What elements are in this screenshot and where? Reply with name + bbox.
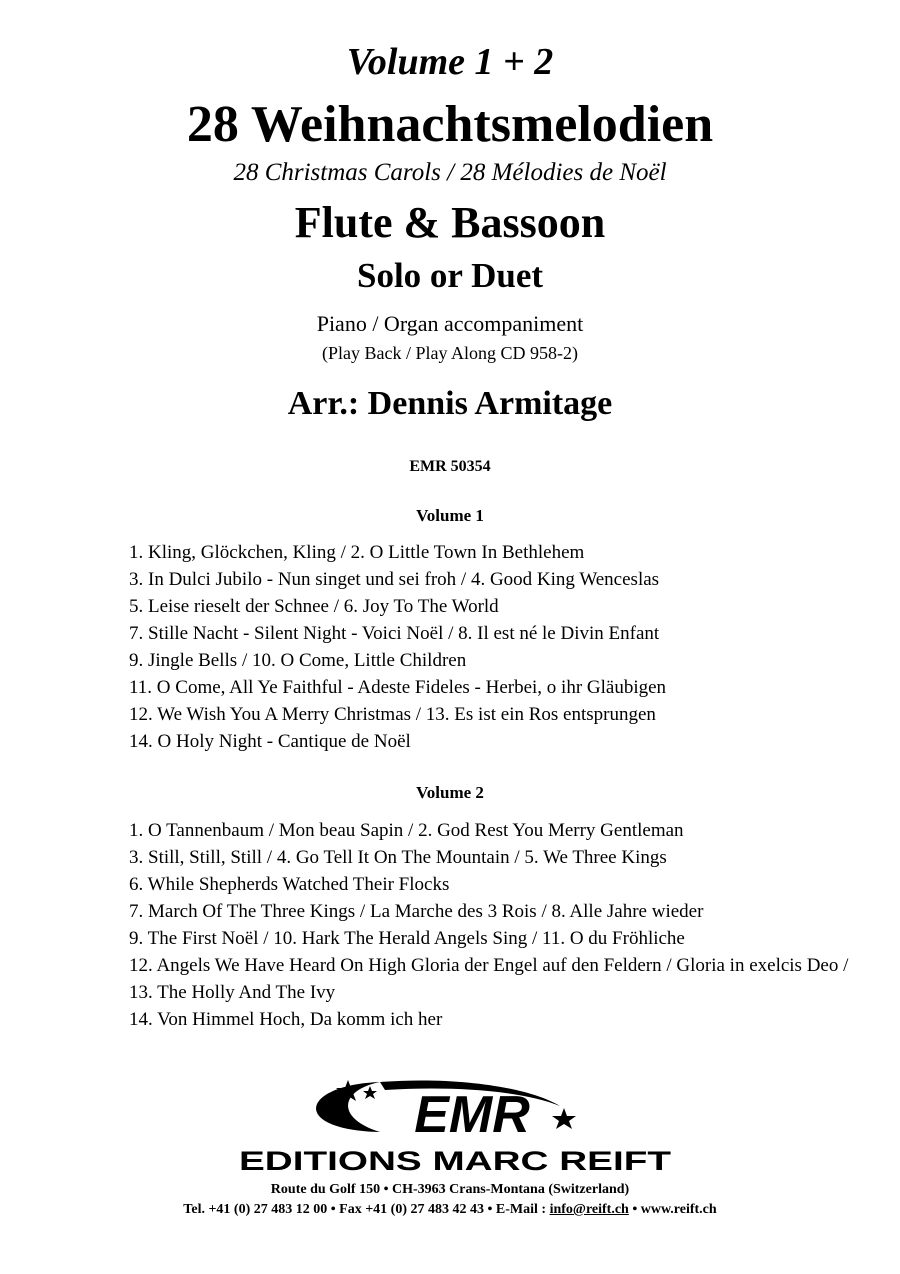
list-item: 1. O Tannenbaum / Mon beau Sapin / 2. God Rest You Merry Gentleman	[129, 820, 684, 841]
volume-2-track-list	[129, 817, 869, 1033]
subtitle: 28 Christmas Carols / 28 Mélodies de Noël	[233, 159, 667, 186]
star-icon	[552, 1108, 576, 1129]
star-icon	[363, 1086, 377, 1099]
arranger: Arr.: Dennis Armitage	[287, 385, 613, 422]
list-item: 9. The First Noël / 10. Hark The Herald Angels Sing / 11. O du Fröhliche	[129, 928, 685, 949]
list-item: 1. Kling, Glöckchen, Kling / 2. O Little Town In Bethlehem	[129, 542, 585, 563]
list-item: 5. Leise rieselt der Schnee / 6. Joy To The World	[129, 596, 499, 617]
contact-website: • www.reift.ch	[628, 1202, 717, 1217]
email-link[interactable]: info@reift.ch	[549, 1202, 629, 1217]
list-item: 9. Jingle Bells / 10. O Come, Little Children	[129, 650, 467, 671]
instrumentation: Flute & Bassoon	[294, 198, 606, 247]
contact-phone-fax: Tel. +41 (0) 27 483 12 00 • Fax +41 (0) 27 483 42 43 • E-Mail :	[183, 1202, 550, 1217]
list-item: 12. Angels We Have Heard On High Gloria der Engel auf den Feldern / Gloria in exelcis Deo / 13. The Holly And The Ivy	[129, 955, 849, 1003]
publisher-logo	[230, 1070, 680, 1178]
volume-1-heading: Volume 1	[416, 506, 484, 525]
cd-note: (Play Back / Play Along CD 958-2)	[322, 343, 578, 363]
accompaniment-note: Piano / Organ accompaniment	[316, 311, 584, 336]
publisher-address: Route du Golf 150 • CH-3963 Crans-Montana (Switzerland)	[270, 1182, 630, 1197]
logo-emr-text: EMR	[414, 1086, 530, 1144]
volume-1-track-list	[129, 539, 869, 755]
publisher-name: EDITIONS MARC REIFT	[239, 1146, 672, 1176]
list-item: 14. Von Himmel Hoch, Da komm ich her	[129, 1009, 443, 1030]
list-item: 7. Stille Nacht - Silent Night - Voici Noël / 8. Il est né le Divin Enfant	[129, 623, 660, 644]
ensemble-mode: Solo or Duet	[356, 256, 544, 295]
list-item: 6. While Shepherds Watched Their Flocks	[129, 874, 450, 895]
catalog-number: EMR 50354	[409, 458, 491, 475]
list-item: 11. O Come, All Ye Faithful - Adeste Fideles - Herbei, o ihr Gläubigen	[129, 677, 667, 698]
page-title: 28 Weihnachtsmelodien	[186, 96, 714, 153]
volume-2-heading: Volume 2	[416, 783, 484, 802]
list-item: 3. In Dulci Jubilo - Nun singet und sei froh / 4. Good King Wenceslas	[129, 569, 660, 590]
volume-label: Volume 1 + 2	[346, 41, 554, 83]
list-item: 7. March Of The Three Kings / La Marche des 3 Rois / 8. Alle Jahre wieder	[129, 901, 704, 922]
list-item: 12. We Wish You A Merry Christmas / 13. Es ist ein Ros entsprungen	[129, 704, 656, 725]
list-item: 3. Still, Still, Still / 4. Go Tell It On The Mountain / 5. We Three Kings	[129, 847, 667, 868]
publisher-contact	[0, 1201, 900, 1219]
list-item: 14. O Holy Night - Cantique de Noël	[129, 731, 411, 752]
